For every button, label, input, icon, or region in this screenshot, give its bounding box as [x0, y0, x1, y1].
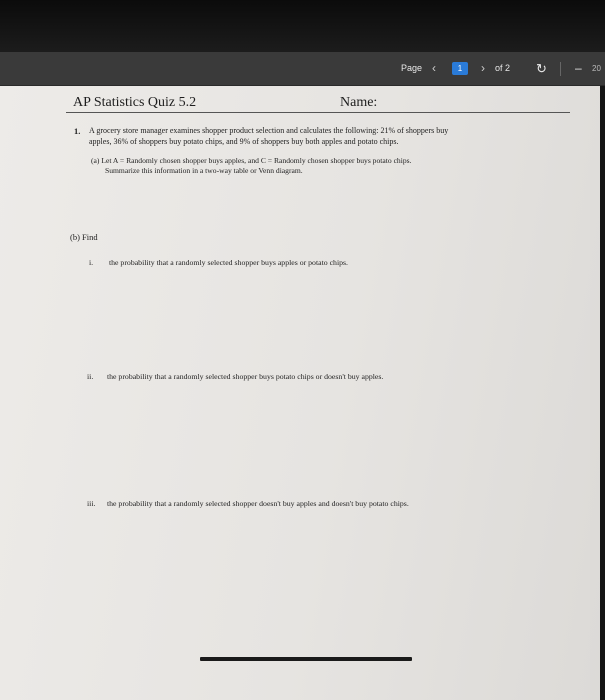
- part-b-i-number: i.: [89, 258, 94, 267]
- part-b-ii-number: ii.: [87, 372, 94, 381]
- question-number: 1.: [74, 126, 81, 136]
- pdf-toolbar: [0, 52, 605, 86]
- toolbar-divider: [560, 62, 561, 76]
- zoom-out-icon[interactable]: –: [575, 61, 582, 75]
- part-b-ii: [87, 372, 383, 381]
- next-page-icon[interactable]: ›: [481, 61, 485, 75]
- part-b-i: [89, 258, 348, 267]
- previous-page-icon[interactable]: ‹: [432, 61, 436, 75]
- name-label: Name:: [340, 95, 378, 110]
- question-text: [89, 125, 559, 147]
- scroll-indicator-bar[interactable]: [200, 657, 412, 661]
- page-count-label: of 2: [495, 63, 511, 73]
- window-top-bezel: [0, 0, 605, 52]
- document-page: [0, 86, 600, 700]
- part-b-iii: [87, 499, 409, 508]
- page-label: Page: [401, 63, 423, 73]
- part-a: [91, 156, 551, 176]
- current-page-input[interactable]: 1: [452, 62, 468, 75]
- part-b-iii-number: iii.: [87, 499, 96, 508]
- part-a-line-1: (a) Let A = Randomly chosen shopper buys apples, and C = Randomly chosen shopper buys potato chips.: [91, 156, 412, 165]
- question-line-2: apples, 36% of shoppers buy potato chips, and 9% of shoppers buy both apples and potato chips.: [89, 137, 399, 146]
- header-rule: [66, 112, 570, 113]
- part-b-i-text: the probability that a randomly selected shopper buys apples or potato chips.: [108, 258, 348, 267]
- part-b-iii-text: the probability that a randomly selected shopper doesn't buy apples and doesn't buy potato chips.: [106, 499, 409, 508]
- part-b-ii-text: the probability that a randomly selected shopper buys potato chips or doesn't buy apples.: [106, 372, 384, 381]
- page-title: AP Statistics Quiz 5.2: [73, 95, 197, 110]
- zoom-level[interactable]: 20: [592, 64, 601, 73]
- question-line-1: A grocery store manager examines shopper product selection and calculates the following: 21% of shoppers buy: [89, 126, 449, 135]
- rotate-icon[interactable]: ↻: [536, 61, 547, 76]
- part-a-line-2: Summarize this information in a two-way table or Venn diagram.: [105, 166, 303, 175]
- part-b-label: (b) Find: [70, 232, 98, 242]
